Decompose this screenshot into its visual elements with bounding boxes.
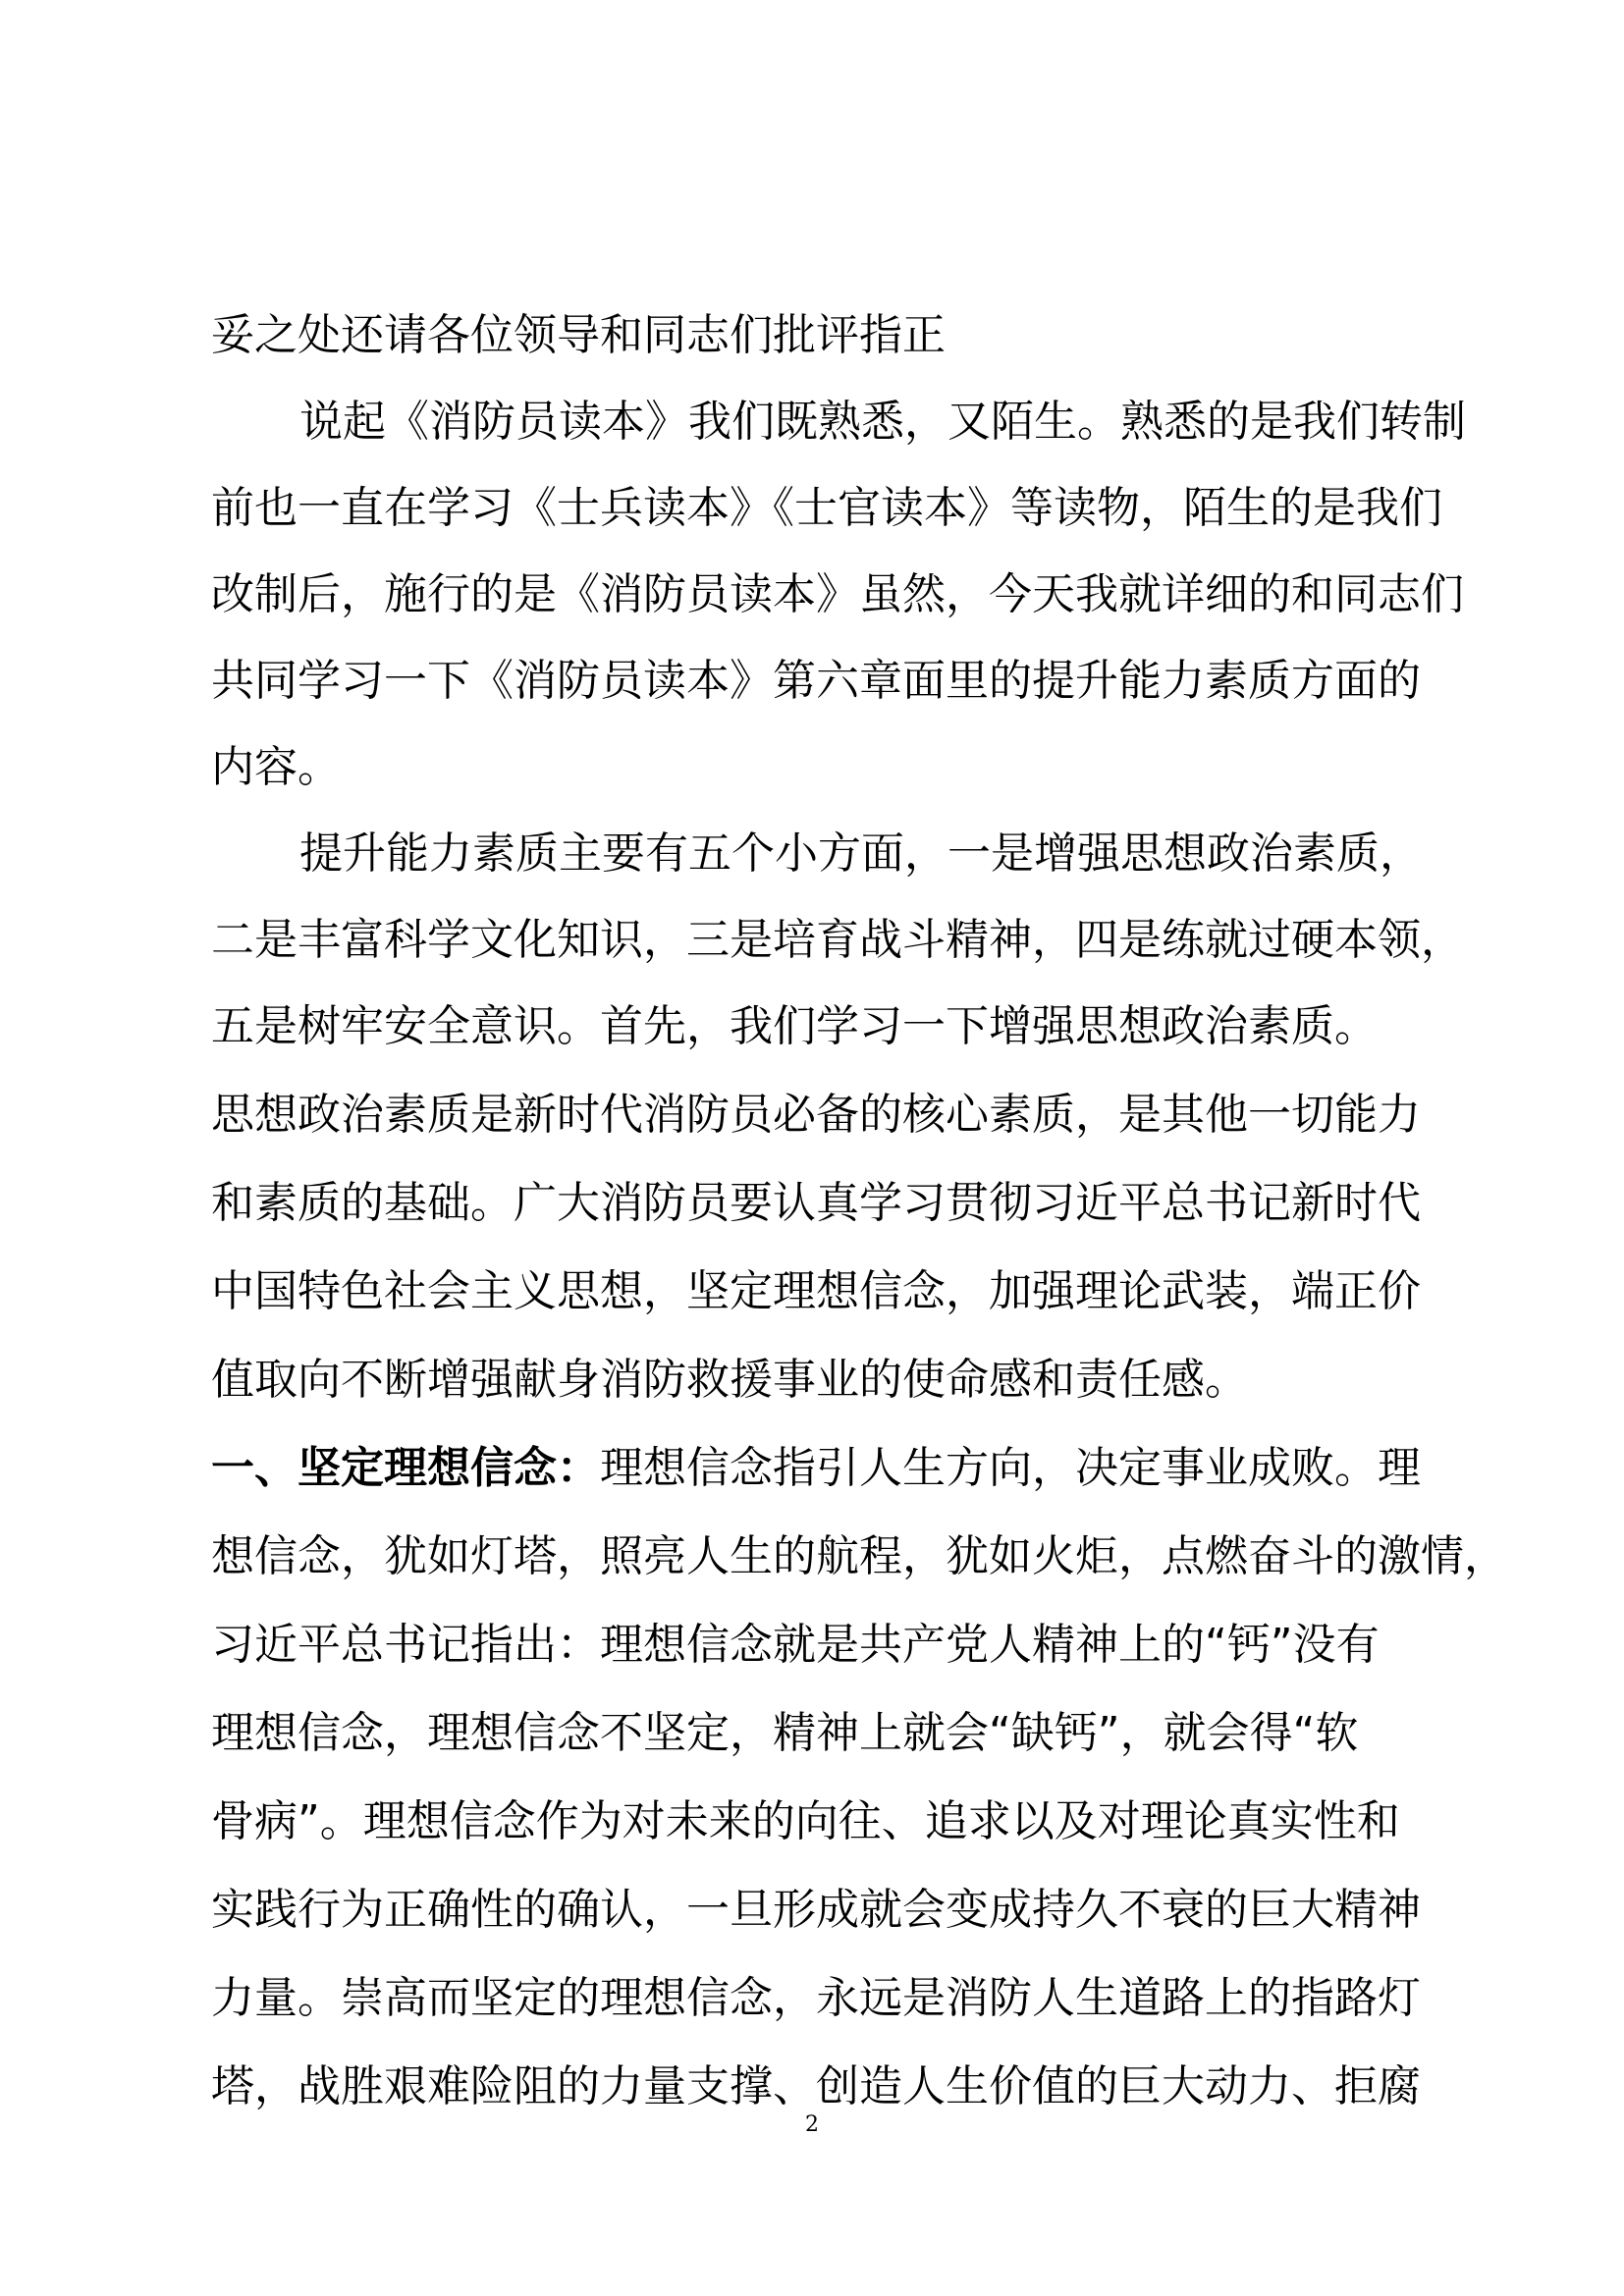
text-line: 力量。崇高而坚定的理想信念，永远是消防人生道路上的指路灯 xyxy=(211,1973,1421,2023)
text-line: 和素质的基础。广大消防员要认真学习贯彻习近平总书记新时代 xyxy=(211,1178,1421,1228)
text-line: 理想信念，理想信念不坚定，精神上就会“缺钙”，就会得“软 xyxy=(211,1708,1359,1758)
text-line: 前也一直在学习《士兵读本》《士官读本》等读物，陌生的是我们 xyxy=(211,483,1442,533)
paragraph-start-line: 说起《消防员读本》我们既熟悉，又陌生。熟悉的是我们转制 xyxy=(299,397,1466,447)
page-number: 2 xyxy=(805,2112,819,2137)
text-line: 思想政治素质是新时代消防员必备的核心素质，是其他一切能力 xyxy=(211,1090,1421,1140)
text-line: 妥之处还请各位领导和同志们批评指正 xyxy=(211,310,946,360)
text-line: 值取向不断增强献身消防救援事业的使命感和责任感。 xyxy=(211,1355,1248,1405)
text-line: 想信念，犹如灯塔，照亮人生的航程，犹如火炬，点燃奋斗的激情， xyxy=(211,1531,1507,1581)
text-line: 习近平总书记指出：理想信念就是共产党人精神上的“钙”没有 xyxy=(211,1620,1380,1670)
text-line: 共同学习一下《消防员读本》第六章面里的提升能力素质方面的 xyxy=(211,656,1421,706)
text-line: 改制后，施行的是《消防员读本》虽然，今天我就详细的和同志们 xyxy=(211,569,1464,619)
section-heading-line xyxy=(211,1439,1421,1498)
section-heading: 一、坚定理想信念： xyxy=(211,1443,600,1493)
text-line: 骨病”。理想信念作为对未来的向往、追求以及对理论真实性和 xyxy=(211,1796,1400,1846)
text-line: 中国特色社会主义思想，坚定理想信念，加强理论武装，端正价 xyxy=(211,1266,1421,1316)
text-line: 实践行为正确性的确认，一旦形成就会变成持久不衰的巨大精神 xyxy=(211,1885,1421,1935)
section-heading-text: 理想信念指引人生方向，决定事业成败。理 xyxy=(600,1443,1421,1493)
text-line: 塔，战胜艰难险阻的力量支撑、创造人生价值的巨大动力、拒腐 xyxy=(211,2061,1421,2111)
paragraph-start-line: 提升能力素质主要有五个小方面，一是增强思想政治素质， xyxy=(299,828,1423,879)
text-line: 二是丰富科学文化知识，三是培育战斗精神，四是练就过硬本领， xyxy=(211,915,1464,965)
text-line: 内容。 xyxy=(211,742,341,792)
text-line: 五是树牢安全意识。首先，我们学习一下增强思想政治素质。 xyxy=(211,1001,1378,1051)
